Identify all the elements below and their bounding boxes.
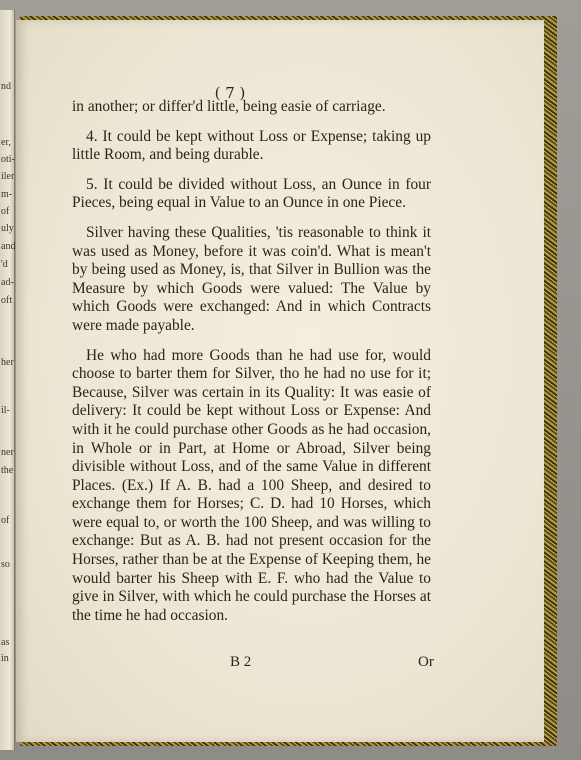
margin-fragment: in [1, 653, 9, 664]
margin-fragment: the [1, 465, 14, 476]
margin-fragment: of [1, 515, 10, 526]
margin-fragment: iler [1, 171, 15, 182]
margin-fragment: oti- [1, 154, 15, 165]
paragraph: in another; or differ'd little, being easie of carriage. [72, 98, 386, 115]
margin-fragment: oft [1, 295, 13, 306]
margin-fragment: as [1, 637, 10, 648]
margin-fragment: nd [1, 81, 11, 92]
margin-fragment: her [1, 357, 14, 368]
paragraph: He who had more Goods than he had use for, would choose to barter them for Silver, tho he had no use for it; Because, Silver was certain in its Quality: It was easie of delivery: It could be kept without Loss or Expense: And with it he could purchase other Goods as he had occasion, in Whole or in Part, at Home or Abroad, Silver being divisible without Loss, and of the same Value in different Places. (Ex.) If A. B. had a 100 Sheep, and desired to exchange them for Horses; C. D. had 10 Horses, which were equal to, or worth the 100 Sheep, and was willing to exchange: But as A. B. had not present occasion for the Horses, rather than be at the Expense of Keeping them, he would barter his Sheep with E. F. who had the Value to give in Silver, with which he could purchase the Horses at the time he had occasion. [72, 346, 431, 624]
page-body [72, 98, 431, 636]
margin-fragment: ner [1, 447, 14, 458]
margin-fragment: m- [1, 189, 13, 200]
margin-fragment: uly [1, 223, 14, 234]
margin-fragment: il- [1, 405, 10, 416]
adjacent-page-edge [0, 10, 15, 750]
margin-fragment: and [1, 241, 16, 252]
page-number: ( 7 ) [214, 84, 246, 102]
margin-fragment: so [1, 559, 10, 570]
paragraph: 5. It could be divided without Loss, an Ounce in four Pieces, being equal in Value to an Ounce in one Piece. [72, 175, 431, 212]
margin-fragment: ad- [1, 277, 14, 288]
margin-fragment: of [1, 206, 10, 217]
margin-fragment: 'd [1, 259, 8, 270]
margin-fragment: er, [1, 137, 11, 148]
catchword: Or [418, 654, 434, 670]
book-page [16, 20, 544, 742]
paragraph: Silver having these Qualities, 'tis reasonable to think it was used as Money, before it was coin'd. What is mean't by being used as Money, is, that Silver in Bullion was the Measure by which Goods were valued: The Value by which Goods were exchanged: And in which Contracts were made payable. [72, 223, 431, 334]
signature-mark: B 2 [230, 654, 252, 670]
paragraph: 4. It could be kept without Loss or Expense; taking up little Room, and being durable. [72, 127, 431, 164]
